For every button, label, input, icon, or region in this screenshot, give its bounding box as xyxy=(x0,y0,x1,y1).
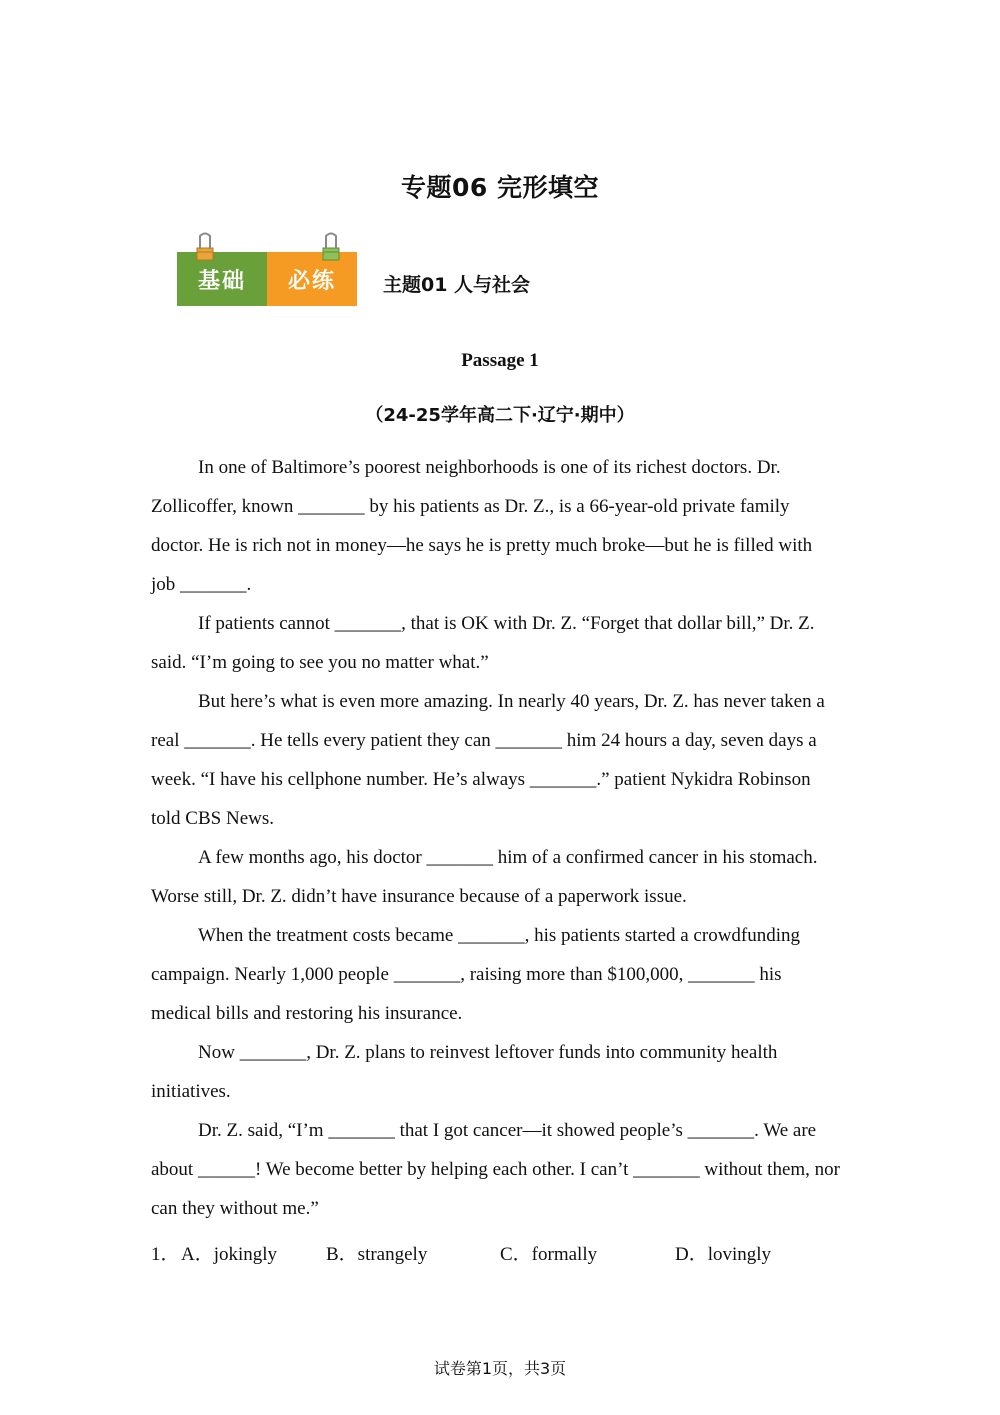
page-title: 专题06 完形填空 xyxy=(401,173,599,202)
question-1 xyxy=(151,1240,851,1270)
option-a: A．jokingly xyxy=(181,1244,278,1265)
section-badge xyxy=(177,232,357,306)
option-c: C．formally xyxy=(500,1244,598,1265)
paragraph: In one of Baltimore’s poorest neighborhoods is one of its richest doctors. Dr. Zollicoffer, known _______ by his patients as Dr. Z., is a 66-year-old private family doctor. He is rich not in money—he says he is pretty much broke—but he is filled with job _______. xyxy=(151,457,813,595)
passage-body xyxy=(151,448,841,1228)
paragraph: When the treatment costs became _______, his patients started a crowdfunding campaign. Nearly 1,000 people _______, raising more than $100,000, _______ his medical bills and restoring his insurance. xyxy=(151,925,801,1024)
topic-heading: 主题01 人与社会 xyxy=(383,274,531,296)
binder-clip-icon xyxy=(320,232,342,262)
paragraph: A few months ago, his doctor _______ him of a confirmed cancer in his stomach. Worse still, Dr. Z. didn’t have insurance because of a paperwork issue. xyxy=(151,847,818,907)
badge-left-label: 基础 xyxy=(197,269,246,294)
paragraph: Now _______, Dr. Z. plans to reinvest leftover funds into community health initiatives. xyxy=(151,1042,778,1102)
passage-title: Passage 1 xyxy=(461,350,539,371)
paragraph: But here’s what is even more amazing. In nearly 40 years, Dr. Z. has never taken a real _______. He tells every patient they can _______ him 24 hours a day, seven days a week. “I have his cellphone number. He’s always _______.” patient Nykidra Robinson told CBS News. xyxy=(151,691,825,829)
page-footer: 试卷第1页，共3页 xyxy=(433,1359,567,1378)
question-number: 1． xyxy=(151,1244,180,1265)
option-b: B．strangely xyxy=(326,1244,428,1265)
option-d: D．lovingly xyxy=(675,1244,772,1265)
badge-right-label: 必练 xyxy=(287,269,336,294)
paragraph: Dr. Z. said, “I’m _______ that I got cancer—it showed people’s _______. We are about ______! We become better by helping each other. I can’t _______ without them, nor can they without me.” xyxy=(151,1120,840,1219)
binder-clip-icon xyxy=(194,232,216,262)
passage-source: （24-25学年高二下·辽宁·期中） xyxy=(365,405,635,426)
paragraph: If patients cannot _______, that is OK with Dr. Z. “Forget that dollar bill,” Dr. Z. said. “I’m going to see you no matter what.” xyxy=(151,613,815,673)
